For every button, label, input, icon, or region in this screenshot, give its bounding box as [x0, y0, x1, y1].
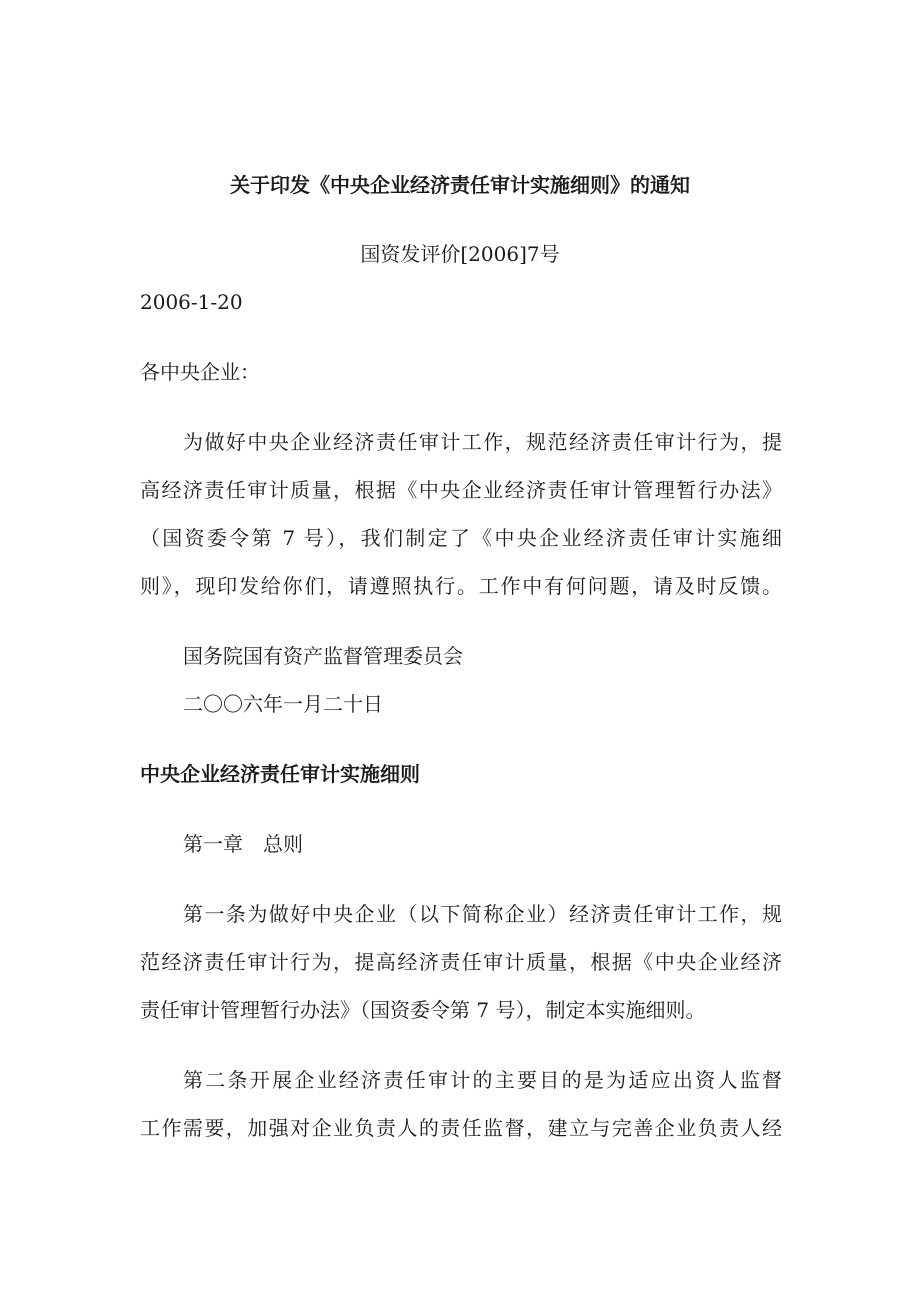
notice-body-line: 高经济责任审计质量，根据《中央企业经济责任审计管理暂行办法》	[140, 478, 782, 502]
document-number: 国资发评价[2006]7号	[360, 242, 560, 266]
notice-body-line: 则》，现印发给你们，请遵照执行。工作中有何问题，请及时反馈。	[140, 574, 782, 598]
signature-date: 二〇〇六年一月二十日	[183, 692, 383, 716]
issue-date: 2006-1-20	[140, 290, 243, 314]
chapter-heading: 第一章 总则	[183, 832, 303, 856]
article-2-line: 第二条开展企业经济责任审计的主要目的是为适应出资人监督	[183, 1068, 782, 1092]
article-1-line: 责任审计管理暂行办法》（国资委令第 7 号），制定本实施细则。	[140, 998, 706, 1022]
article-2-line: 工作需要，加强对企业负责人的责任监督，建立与完善企业负责人经	[140, 1116, 782, 1140]
notice-body-line: 为做好中央企业经济责任审计工作，规范经济责任审计行为，提	[183, 430, 782, 454]
article-1-line: 范经济责任审计行为，提高经济责任审计质量，根据《中央企业经济	[140, 950, 782, 974]
notice-title: 关于印发《中央企业经济责任审计实施细则》的通知	[230, 173, 690, 197]
notice-body-line: （国资委令第 7 号），我们制定了《中央企业经济责任审计实施细	[140, 526, 782, 550]
rules-title: 中央企业经济责任审计实施细则	[140, 762, 420, 786]
salutation: 各中央企业：	[140, 360, 260, 384]
article-1-line: 第一条为做好中央企业（以下简称企业）经济责任审计工作，规	[183, 902, 782, 926]
signature-organization: 国务院国有资产监督管理委员会	[183, 644, 463, 668]
